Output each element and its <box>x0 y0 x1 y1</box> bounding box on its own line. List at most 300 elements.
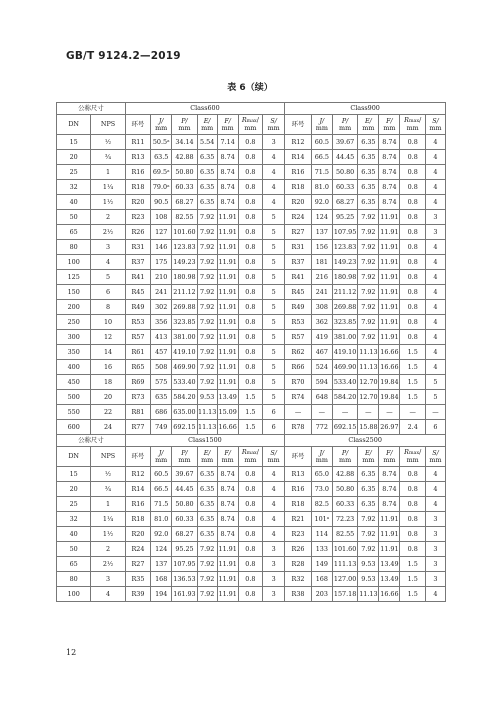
table-cell: 4 <box>425 285 445 300</box>
table-cell: 7.92 <box>197 255 217 270</box>
table-cell: 16.66 <box>379 345 400 360</box>
table-cell: 7.92 <box>358 255 379 270</box>
table-cell: 124 <box>311 210 332 225</box>
table-cell: 5 <box>263 285 285 300</box>
param-label: S/ <box>432 448 439 457</box>
table-row <box>57 375 446 390</box>
table-cell: 323.85 <box>172 315 197 330</box>
table-cell: 194 <box>151 587 172 602</box>
table-cell: 6.35 <box>197 165 217 180</box>
table-cell: 1 <box>91 165 125 180</box>
unit-label: mm <box>178 123 191 132</box>
table-cell: 108 <box>151 210 172 225</box>
table-cell: 4 <box>425 270 445 285</box>
table-cell: 6.35 <box>358 135 379 150</box>
table-cell: 95.25 <box>332 210 357 225</box>
param-label: E/ <box>203 116 211 125</box>
param-header-cell <box>263 115 285 135</box>
table-row <box>57 240 446 255</box>
table-cell: 0.8 <box>238 315 262 330</box>
table-cell: R38 <box>285 587 312 602</box>
table-cell: 81.0 <box>151 512 172 527</box>
table-cell: 123.83 <box>332 240 357 255</box>
table-cell: 6 <box>425 420 445 435</box>
table-cell: 4 <box>91 587 125 602</box>
table-cell: 4 <box>425 330 445 345</box>
table-cell: R16 <box>125 497 150 512</box>
table-cell: 60.5 <box>311 135 332 150</box>
param-label: J/ <box>319 448 325 457</box>
table-cell: 11.91 <box>217 345 238 360</box>
table-cell: 5 <box>263 240 285 255</box>
table-cell: 8.74 <box>379 165 400 180</box>
unit-label: mm <box>315 455 328 464</box>
table-title: 表 6（续） <box>227 83 273 93</box>
table-cell: 180.98 <box>172 270 197 285</box>
table-cell: 11.91 <box>379 240 400 255</box>
table-cell: 175 <box>151 255 172 270</box>
param-header-cell <box>332 447 357 467</box>
table-row <box>57 467 446 482</box>
table-cell: 6.35 <box>358 467 379 482</box>
table-cell: 6.35 <box>197 150 217 165</box>
unit-label: mm <box>221 123 234 132</box>
table-cell: R12 <box>125 467 150 482</box>
table-cell: 11.91 <box>217 210 238 225</box>
table-cell: 1.5 <box>400 390 425 405</box>
table-cell: 19.84 <box>379 390 400 405</box>
table-cell: 8.74 <box>379 467 400 482</box>
table-cell: R41 <box>285 270 312 285</box>
table-cell: 1.5 <box>400 587 425 602</box>
table-cell: 79.0ᵃ <box>151 180 172 195</box>
table-cell: R23 <box>285 527 312 542</box>
table-cell: 11.13 <box>197 420 217 435</box>
table-cell: 8.74 <box>217 180 238 195</box>
table-cell: 6.35 <box>197 482 217 497</box>
table-cell: 4 <box>425 165 445 180</box>
table-cell: 42.88 <box>172 150 197 165</box>
table-row <box>57 497 446 512</box>
table-cell: 4 <box>425 300 445 315</box>
table-cell: 381.00 <box>172 330 197 345</box>
table-cell: ½ <box>91 135 125 150</box>
param-label: J/ <box>158 116 164 125</box>
param-header-cell <box>311 447 332 467</box>
table-cell: 457 <box>151 345 172 360</box>
table-cell: 692.15 <box>332 420 357 435</box>
table-cell: 635.00 <box>172 405 197 420</box>
table-cell: 180.98 <box>332 270 357 285</box>
dn-header: DN <box>57 447 91 467</box>
param-label: E/ <box>364 448 372 457</box>
table-cell: 16 <box>91 360 125 375</box>
table-cell: 0.8 <box>238 330 262 345</box>
table-cell: 60.33 <box>332 180 357 195</box>
table-cell: 0.8 <box>238 482 262 497</box>
table-row <box>57 345 446 360</box>
table-cell: 50.5ᵃ <box>151 135 172 150</box>
unit-label: mm <box>244 456 257 464</box>
table-cell: 7.92 <box>358 210 379 225</box>
param-header-cell <box>379 447 400 467</box>
table-cell: 5 <box>263 210 285 225</box>
table-cell: R74 <box>285 390 312 405</box>
unit-label: mm <box>178 455 191 464</box>
table-cell: 137 <box>151 557 172 572</box>
table-cell: 300 <box>57 330 91 345</box>
param-label: P/ <box>341 116 349 125</box>
table-cell: 92.0 <box>151 527 172 542</box>
table-cell: 39.67 <box>172 467 197 482</box>
table-cell: R14 <box>125 482 150 497</box>
table-cell: 3 <box>263 542 285 557</box>
table-row <box>57 330 446 345</box>
table-cell: 5 <box>263 345 285 360</box>
table-row <box>57 360 446 375</box>
table-cell: 100 <box>57 587 91 602</box>
param-header-cell <box>332 115 357 135</box>
table-cell: 469.90 <box>172 360 197 375</box>
table-cell: 11.13 <box>358 360 379 375</box>
table-cell: 8.74 <box>379 150 400 165</box>
param-header-cell <box>217 115 238 135</box>
nps-header: NPS <box>91 115 125 135</box>
table-cell: 6 <box>263 420 285 435</box>
table-cell: 686 <box>151 405 172 420</box>
table-cell: 269.88 <box>332 300 357 315</box>
table-cell: R32 <box>285 572 312 587</box>
unit-label: mm <box>429 455 442 464</box>
table-cell: 5 <box>263 390 285 405</box>
table-cell: 7.92 <box>358 225 379 240</box>
table-cell: R49 <box>125 300 150 315</box>
table-cell: 125 <box>57 270 91 285</box>
table-cell: 8.74 <box>217 165 238 180</box>
table-cell: 66.5 <box>151 482 172 497</box>
table-cell: R24 <box>125 542 150 557</box>
table-cell: 7.92 <box>197 210 217 225</box>
table-row <box>57 512 446 527</box>
table-cell: 68.27 <box>332 195 357 210</box>
table-cell: 133 <box>311 542 332 557</box>
table-cell: 0.8 <box>400 330 425 345</box>
table-cell: 7.92 <box>358 512 379 527</box>
param-label: E/ <box>364 116 372 125</box>
table-cell: 8.74 <box>217 512 238 527</box>
param-label: F/ <box>386 116 393 125</box>
table-cell: 6 <box>91 285 125 300</box>
table-cell: 0.8 <box>238 240 262 255</box>
param-label: S/ <box>270 116 277 125</box>
table-cell: 0.8 <box>400 285 425 300</box>
table-cell: 1¼ <box>91 180 125 195</box>
table-cell: 11.91 <box>217 542 238 557</box>
table-cell: R39 <box>125 587 150 602</box>
table-cell: 107.95 <box>172 557 197 572</box>
param-header-cell <box>400 447 425 467</box>
table-cell: 1½ <box>91 527 125 542</box>
table-cell: 381.00 <box>332 330 357 345</box>
table-cell: 4 <box>263 482 285 497</box>
table-cell: 8.74 <box>217 195 238 210</box>
table-cell: R49 <box>285 300 312 315</box>
table-cell: R35 <box>125 572 150 587</box>
table-cell: 82.55 <box>172 210 197 225</box>
table-cell: 584.20 <box>332 390 357 405</box>
table-cell: 66.5 <box>311 150 332 165</box>
table-cell: 1¼ <box>91 512 125 527</box>
table-row <box>57 210 446 225</box>
param-header-cell <box>172 447 197 467</box>
table-cell: 8.74 <box>379 482 400 497</box>
table-cell: 419 <box>311 330 332 345</box>
unit-label: mm <box>383 455 396 464</box>
table-cell: 8.74 <box>217 467 238 482</box>
table-cell: 12 <box>91 330 125 345</box>
left-class-header: Class1500 <box>125 435 285 447</box>
table-cell: 15 <box>57 135 91 150</box>
table-cell: 5 <box>263 330 285 345</box>
table-cell: 11.91 <box>379 542 400 557</box>
table-cell: 216 <box>311 270 332 285</box>
table-cell: 11.91 <box>379 285 400 300</box>
table-cell: 50.80 <box>332 165 357 180</box>
param-symbol: R <box>404 116 409 124</box>
table-cell: 1.5 <box>400 375 425 390</box>
param-header-cell <box>238 115 262 135</box>
param-label: J/ <box>319 116 325 125</box>
table-cell: 4 <box>425 180 445 195</box>
param-symbol: R <box>404 448 409 456</box>
param-slash: / <box>256 448 259 456</box>
table-cell: 72.23 <box>332 512 357 527</box>
table-cell: R45 <box>125 285 150 300</box>
table-cell: 4 <box>263 527 285 542</box>
table-cell: 0.8 <box>400 135 425 150</box>
table-cell: 50.80 <box>172 165 197 180</box>
ring-no-header: 环号 <box>125 115 150 135</box>
table-cell: 25 <box>57 165 91 180</box>
table-cell: 90.5 <box>151 195 172 210</box>
param-label: P/ <box>341 448 349 457</box>
table-cell: 4 <box>425 240 445 255</box>
table-cell: 11.91 <box>379 330 400 345</box>
table-cell: 9.53 <box>358 572 379 587</box>
table-cell: 4 <box>425 195 445 210</box>
table-cell: 12.70 <box>358 390 379 405</box>
table-cell: 15.09 <box>217 405 238 420</box>
table-cell: 127.00 <box>332 572 357 587</box>
section-header-row <box>57 103 446 115</box>
table-cell: 11.91 <box>217 270 238 285</box>
table-row <box>57 300 446 315</box>
table-row <box>57 135 446 150</box>
ring-joint-dimensions-table <box>56 102 446 602</box>
table-cell: 419.10 <box>332 345 357 360</box>
table-cell: 15.88 <box>358 420 379 435</box>
table-cell: 635 <box>151 390 172 405</box>
unit-label: mm <box>201 123 214 132</box>
table-cell: 68.27 <box>172 527 197 542</box>
table-cell: 11.91 <box>217 255 238 270</box>
table-cell: R18 <box>125 180 150 195</box>
table-cell: 692.15 <box>172 420 197 435</box>
table-cell: 0.8 <box>238 135 262 150</box>
nps-header: NPS <box>91 447 125 467</box>
table-cell: 11.91 <box>217 375 238 390</box>
table-cell: 8.74 <box>217 497 238 512</box>
table-cell: R20 <box>285 195 312 210</box>
table-cell: 0.8 <box>400 165 425 180</box>
table-cell: 0.8 <box>238 557 262 572</box>
table-cell: 524 <box>311 360 332 375</box>
unit-label: mm <box>201 455 214 464</box>
table-cell: 6.35 <box>197 512 217 527</box>
page-number: 12 <box>66 648 77 657</box>
table-cell: 0.8 <box>238 300 262 315</box>
table-cell: 7.92 <box>358 315 379 330</box>
table-cell: 7.92 <box>197 240 217 255</box>
table-cell: 13.49 <box>379 557 400 572</box>
table-cell: 11.91 <box>217 587 238 602</box>
table-cell: 25 <box>57 497 91 512</box>
table-cell: 39.67 <box>332 135 357 150</box>
table-cell: R53 <box>285 315 312 330</box>
table-cell: 7.92 <box>358 240 379 255</box>
table-cell: R12 <box>285 135 312 150</box>
table-cell: 3 <box>425 542 445 557</box>
table-row <box>57 587 446 602</box>
table-cell: 0.8 <box>238 225 262 240</box>
table-cell: 210 <box>151 270 172 285</box>
table-cell: 3 <box>425 557 445 572</box>
table-cell: 749 <box>151 420 172 435</box>
table-cell: 3 <box>263 572 285 587</box>
table-cell: 6.35 <box>197 195 217 210</box>
table-cell: 5 <box>263 315 285 330</box>
param-label: P/ <box>181 116 188 125</box>
ring-no-header: 环号 <box>285 115 312 135</box>
table-cell: R26 <box>285 542 312 557</box>
table-cell: 60.5 <box>151 467 172 482</box>
table-cell: R78 <box>285 420 312 435</box>
table-cell: 168 <box>151 572 172 587</box>
table-cell: 0.8 <box>238 285 262 300</box>
size-group-header: 公称尺寸 <box>57 103 126 115</box>
table-cell: 50 <box>57 210 91 225</box>
table-cell: 40 <box>57 527 91 542</box>
table-cell: 10 <box>91 315 125 330</box>
table-cell: 0.8 <box>238 587 262 602</box>
table-cell: — <box>332 405 357 420</box>
table-cell: 63.5 <box>151 150 172 165</box>
table-cell: 0.8 <box>238 375 262 390</box>
table-cell: R11 <box>125 135 150 150</box>
table-cell: 124 <box>151 542 172 557</box>
table-cell: R57 <box>125 330 150 345</box>
table-cell: R20 <box>125 195 150 210</box>
table-cell: 4 <box>263 497 285 512</box>
param-header-cell <box>172 115 197 135</box>
table-cell: 71.5 <box>311 165 332 180</box>
table-cell: 4 <box>425 135 445 150</box>
table-cell: ¾ <box>91 482 125 497</box>
table-cell: 350 <box>57 345 91 360</box>
table-cell: 127 <box>151 225 172 240</box>
table-cell: 0.8 <box>238 542 262 557</box>
table-cell: R70 <box>285 375 312 390</box>
table-cell: 68.27 <box>172 195 197 210</box>
table-cell: 1.5 <box>400 345 425 360</box>
unit-label: mm <box>339 123 352 132</box>
table-cell: 0.8 <box>400 527 425 542</box>
table-cell: 65 <box>57 225 91 240</box>
table-cell: R31 <box>285 240 312 255</box>
table-cell: 7.92 <box>197 270 217 285</box>
param-slash: / <box>419 448 422 456</box>
table-cell: 0.8 <box>400 240 425 255</box>
table-cell: — <box>358 405 379 420</box>
table-cell: 3 <box>263 135 285 150</box>
table-cell: 400 <box>57 360 91 375</box>
table-cell: 241 <box>311 285 332 300</box>
table-cell: 203 <box>311 587 332 602</box>
table-cell: 450 <box>57 375 91 390</box>
table-cell: ½ <box>91 467 125 482</box>
table-cell: 32 <box>57 180 91 195</box>
param-header-cell <box>197 115 217 135</box>
table-cell: 8.74 <box>379 135 400 150</box>
unit-label: mm <box>362 455 375 464</box>
table-row <box>57 542 446 557</box>
table-cell: 269.88 <box>172 300 197 315</box>
table-cell: 4 <box>263 195 285 210</box>
table-cell: 80 <box>57 572 91 587</box>
unit-label: mm <box>221 455 234 464</box>
table-cell: R16 <box>125 165 150 180</box>
param-symbol: R <box>241 448 247 456</box>
table-cell: 5 <box>263 270 285 285</box>
table-cell: R62 <box>285 345 312 360</box>
table-cell: 241 <box>151 285 172 300</box>
table-body <box>57 103 446 602</box>
table-cell: 7.92 <box>197 587 217 602</box>
table-cell: 5 <box>263 300 285 315</box>
table-cell: 500 <box>57 390 91 405</box>
table-cell: — <box>285 405 312 420</box>
table-cell: 0.8 <box>400 195 425 210</box>
table-cell: 1.5 <box>238 390 262 405</box>
table-cell: 4 <box>425 482 445 497</box>
table-cell: 3 <box>425 512 445 527</box>
unit-label: mm <box>429 123 442 132</box>
table-cell: 136.53 <box>172 572 197 587</box>
param-header-cell <box>151 447 172 467</box>
table-cell: 5 <box>263 375 285 390</box>
param-label: F/ <box>386 448 393 457</box>
table-cell: 111.13 <box>332 557 357 572</box>
table-row <box>57 270 446 285</box>
table-cell: 149.23 <box>172 255 197 270</box>
table-cell: R13 <box>285 467 312 482</box>
table-cell: 168 <box>311 572 332 587</box>
table-cell: 5.54 <box>197 135 217 150</box>
table-cell: 2 <box>91 542 125 557</box>
table-cell: 82.55 <box>332 527 357 542</box>
table-cell: R53 <box>125 315 150 330</box>
table-row <box>57 165 446 180</box>
